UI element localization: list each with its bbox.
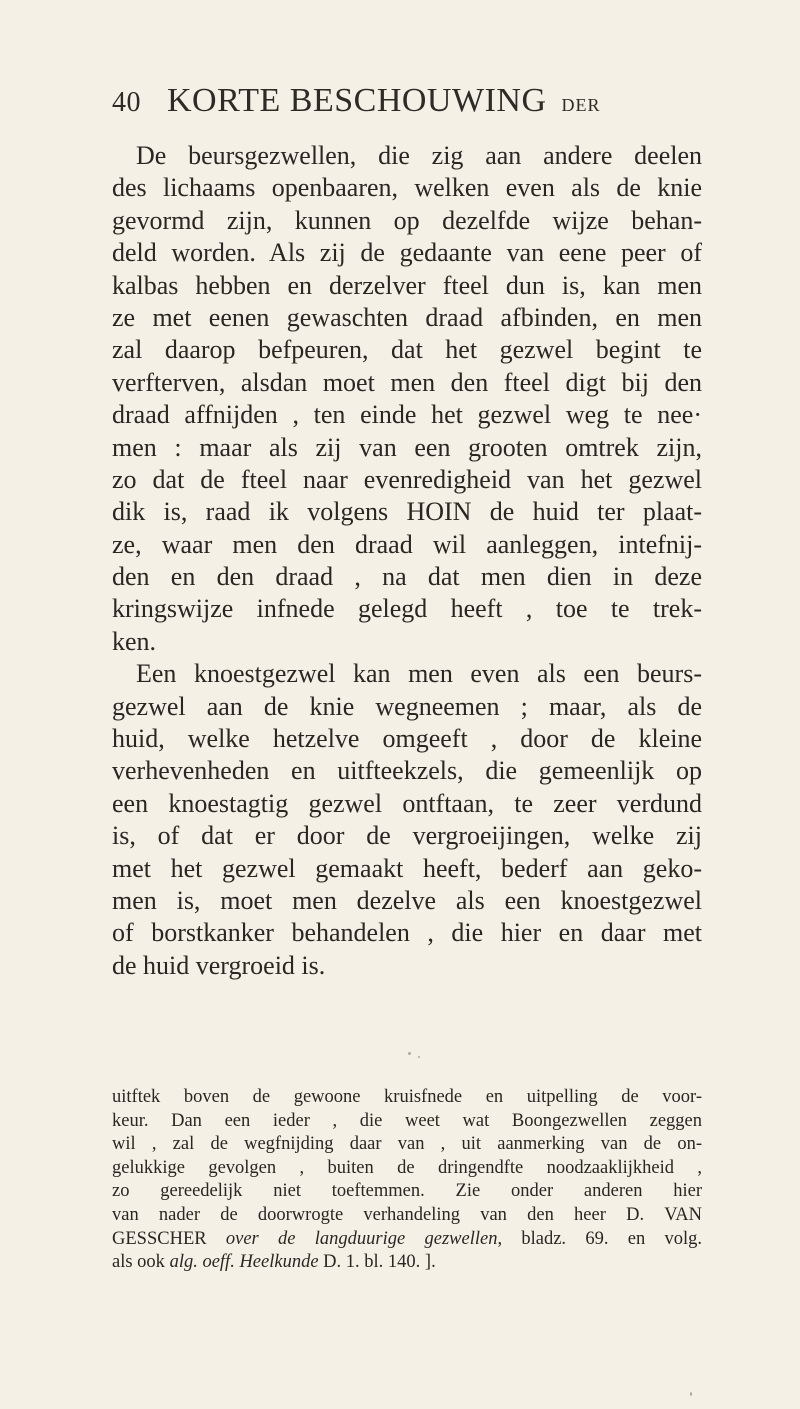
footnote-work-title: alg. oeff. Heelkunde	[169, 1252, 319, 1273]
text-line: kalbas hebben en derzelver fteel dun is, kan men	[112, 270, 702, 300]
paper-speck	[418, 1056, 420, 1058]
text-line: gezwel aan de knie wegneemen ; maar, als de	[112, 691, 702, 721]
footnote-line: keur. Dan een ieder , die weet wat Boongezwellen zeggen	[112, 1110, 702, 1131]
footnote-line	[112, 1251, 702, 1275]
text-line: huid, welke hetzelve omgeeft , door de kleine	[112, 724, 702, 754]
text-line: deld worden. Als zij de gedaante van eene peer of	[112, 238, 702, 268]
text-line: is, of dat er door de vergroeijingen, welke zij	[112, 821, 702, 851]
main-text	[112, 140, 702, 982]
text-line: ze, waar men den draad wil aanleggen, intefnij-	[112, 529, 702, 559]
header-title: KORTE BESCHOUWING	[167, 82, 547, 119]
paper-speck	[408, 1052, 411, 1055]
author-name-hoin: HOIN	[406, 497, 472, 527]
footnote-fragment: van nader de doorwrogte verhandeling van den heer D.	[112, 1204, 645, 1225]
text-line: met het gezwel gemaakt heeft, bederf aan geko-	[112, 853, 702, 883]
text-line: zal daarop befpeuren, dat het gezwel begint te	[112, 335, 702, 365]
text-line: zo dat de fteel naar evenredigheid van het gezwel	[112, 464, 702, 494]
text-line-with-name	[112, 496, 702, 528]
footnote-line: zo gereedelijk niet toeftemmen. Zie onder anderen hier	[112, 1181, 702, 1202]
text-line: kringswijze infnede gelegd heeft , toe te trek-	[112, 594, 702, 624]
footnote-line-with-name: GESSCHER over de langduurige gezwellen, bladz. 69. en volg.	[112, 1228, 702, 1249]
text-line: Een knoestgezwel kan men even als een beurs-	[136, 659, 702, 689]
text-line: verhevenheden en uitfteekzels, die gemeenlijk op	[112, 756, 702, 786]
text-line: een knoestagtig gezwel ontftaan, te zeer verdund	[112, 788, 702, 818]
text-line: de huid vergroeid is.	[112, 950, 326, 980]
text-line: men : maar als zij van een grooten omtrek zijn,	[112, 432, 702, 462]
footnote-fragment: D. 1. bl. 140. ].	[323, 1252, 436, 1273]
footnote-line: wil , zal de wegfnijding daar van , uit aanmerking van de on-	[112, 1134, 702, 1155]
footnote-line: uitftek boven de gewoone kruisfnede en uitpelling de voor-	[112, 1087, 702, 1107]
footnote-fragment: als ook	[112, 1252, 165, 1273]
header-title-suffix: DER	[561, 95, 601, 115]
text-line: De beursgezwellen, die zig aan andere deelen	[136, 141, 702, 170]
author-name-gesscher: GESSCHER	[112, 1228, 207, 1249]
text-line: men is, moet men dezelve als een knoestgezwel	[112, 885, 702, 915]
text-line: gevormd zijn, kunnen op dezelfde wijze behan-	[112, 205, 702, 235]
text-line: draad affnijden , ten einde het gezwel weg te nee·	[112, 400, 702, 430]
text-fragment: de huid ter plaat-	[489, 497, 702, 527]
author-name-van: VAN	[664, 1204, 702, 1225]
footnote-line-with-name	[112, 1204, 702, 1228]
paper-speck	[690, 1392, 692, 1396]
footnote	[112, 1086, 702, 1275]
text-fragment: dik is, raad ik volgens	[112, 497, 389, 527]
footnote-fragment: bladz. 69. en volg.	[521, 1228, 702, 1249]
text-line: of borstkanker behandelen , die hier en daar met	[112, 918, 702, 948]
text-line: verfterven, alsdan moet men den fteel digt bij den	[112, 367, 702, 397]
running-header	[112, 82, 712, 122]
footnote-work-title: over de langduurige gezwellen	[225, 1228, 498, 1249]
text-line: ze met eenen gewaschten draad afbinden, en men	[112, 302, 702, 332]
text-line: ken.	[112, 626, 157, 656]
footnote-line: gelukkige gevolgen , buiten de dringendfte noodzaaklijkheid ,	[112, 1157, 702, 1178]
page-number: 40	[112, 87, 141, 118]
text-line: den en den draad , na dat men dien in deze	[112, 562, 702, 592]
text-line: des lichaams openbaaren, welken even als de knie	[112, 173, 702, 203]
